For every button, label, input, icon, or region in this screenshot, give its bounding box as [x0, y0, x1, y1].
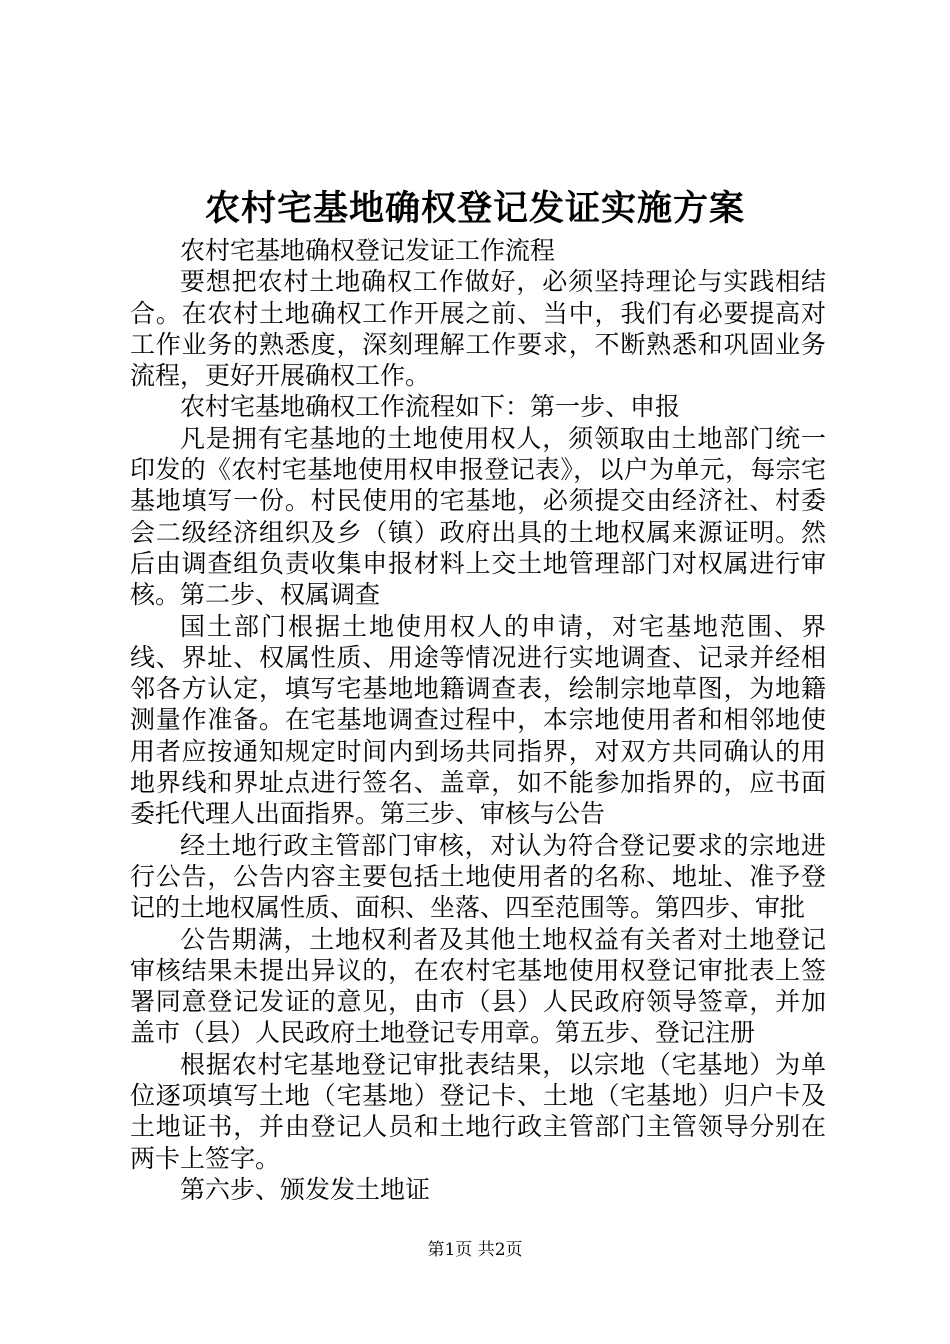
paragraph-3: 农村宅基地确权工作流程如下：第一步、申报	[180, 392, 681, 422]
paragraph-5: 国土部门根据土地使用权人的申请，对宅基地范围、界线、界址、权属性质、用途等情况进行实地调查、记录并经相邻各方认定，填写宅基地地籍调查表，绘制宗地草图，为地籍测量作准备。在宅基地调查过程中，本宗地使用者和相邻地使用者应按通知规定时间内到场共同指界，对双方共同确认的用地界线和界址点进行签名、盖章，如不能参加指界的，应书面委托代理人出面指界。第三步、审核与公告	[130, 611, 826, 829]
document-body	[130, 235, 826, 1205]
paragraph-1: 农村宅基地确权登记发证工作流程	[180, 236, 556, 265]
paragraph-9: 第六步、颁发发土地证	[180, 1174, 431, 1204]
paragraph-4: 凡是拥有宅基地的土地使用权人，须领取由土地部门统一印发的《农村宅基地使用权申报登记表》，以户为单元，每宗宅基地填写一份。村民使用的宅基地，必须提交由经济社、村委会二级经济组织及乡（镇）政府出具的土地权属来源证明。然后由调查组负责收集申报材料上交土地管理部门对权属进行审核。第二步、权属调查	[130, 423, 826, 610]
paragraph-8: 根据农村宅基地登记审批表结果，以宗地（宅基地）为单位逐项填写土地（宅基地）登记卡、土地（宅基地）归户卡及土地证书，并由登记人员和土地行政主管部门主管领导分别在两卡上签字。	[130, 1049, 826, 1173]
page-footer: 第1页 共2页	[427, 1240, 523, 1260]
document-title: 农村宅基地确权登记发证实施方案	[204, 188, 745, 229]
paragraph-7: 公告期满，土地权利者及其他土地权益有关者对土地登记审核结果未提出异议的，在农村宅基地使用权登记审批表上签署同意登记发证的意见，由市（县）人民政府领导签章，并加盖市（县）人民政府土地登记专用章。第五步、登记注册	[130, 924, 826, 1048]
paragraph-6: 经土地行政主管部门审核，对认为符合登记要求的宗地进行公告，公告内容主要包括土地使用者的名称、地址、准予登记的土地权属性质、面积、坐落、四至范围等。第四步、审批	[130, 830, 826, 923]
paragraph-2: 要想把农村土地确权工作做好，必须坚持理论与实践相结合。在农村土地确权工作开展之前、当中，我们有必要提高对工作业务的熟悉度，深刻理解工作要求，不断熟悉和巩固业务流程，更好开展确权工作。	[130, 267, 826, 391]
